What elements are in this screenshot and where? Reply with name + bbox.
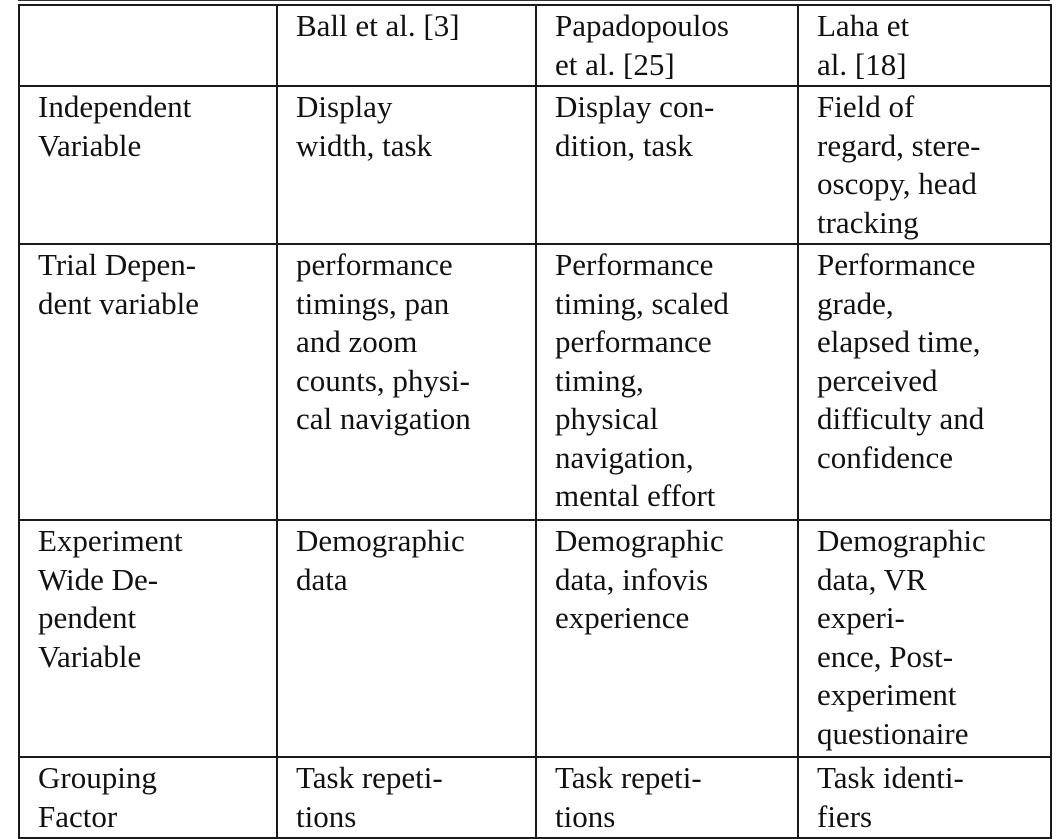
row-label-grouping-factor: Grouping Factor xyxy=(19,757,277,838)
cell-papadopoulos-trial-dependent: Performance timing, scaled performance timing, physical navigation, mental effort xyxy=(536,244,798,520)
row-label-independent-variable: Independent Variable xyxy=(19,86,277,244)
header-ball: Ball et al. [3] xyxy=(277,5,536,86)
cell-ball-trial-dependent: performance timings, pan and zoom counts, physi- cal navigation xyxy=(277,244,536,520)
header-row xyxy=(19,5,1051,86)
cell-laha-independent: Field of regard, stere- oscopy, head tracking xyxy=(798,86,1051,244)
cell-laha-experiment-wide: Demographic data, VR experi- ence, Post- experiment questionaire xyxy=(798,520,1051,757)
cell-ball-experiment-wide: Demographic data xyxy=(277,520,536,757)
row-label-trial-dependent-variable: Trial Depen- dent variable xyxy=(19,244,277,520)
cell-papadopoulos-independent: Display con- dition, task xyxy=(536,86,798,244)
cell-ball-grouping: Task repeti- tions xyxy=(277,757,536,838)
comparison-table xyxy=(18,4,1052,839)
header-papadopoulos: Papadopoulos et al. [25] xyxy=(536,5,798,86)
table-row xyxy=(19,520,1051,757)
table-row xyxy=(19,86,1051,244)
row-label-experiment-wide-dependent-variable: Experiment Wide De- pendent Variable xyxy=(19,520,277,757)
header-laha: Laha et al. [18] xyxy=(798,5,1051,86)
table-row xyxy=(19,244,1051,520)
cell-laha-trial-dependent: Performance grade, elapsed time, perceived difficulty and confidence xyxy=(798,244,1051,520)
cell-ball-independent: Display width, task xyxy=(277,86,536,244)
table-row xyxy=(19,757,1051,838)
cell-papadopoulos-grouping: Task repeti- tions xyxy=(536,757,798,838)
cell-papadopoulos-experiment-wide: Demographic data, infovis experience xyxy=(536,520,798,757)
header-row-label xyxy=(19,5,277,86)
cell-laha-grouping: Task identi- fiers xyxy=(798,757,1051,838)
